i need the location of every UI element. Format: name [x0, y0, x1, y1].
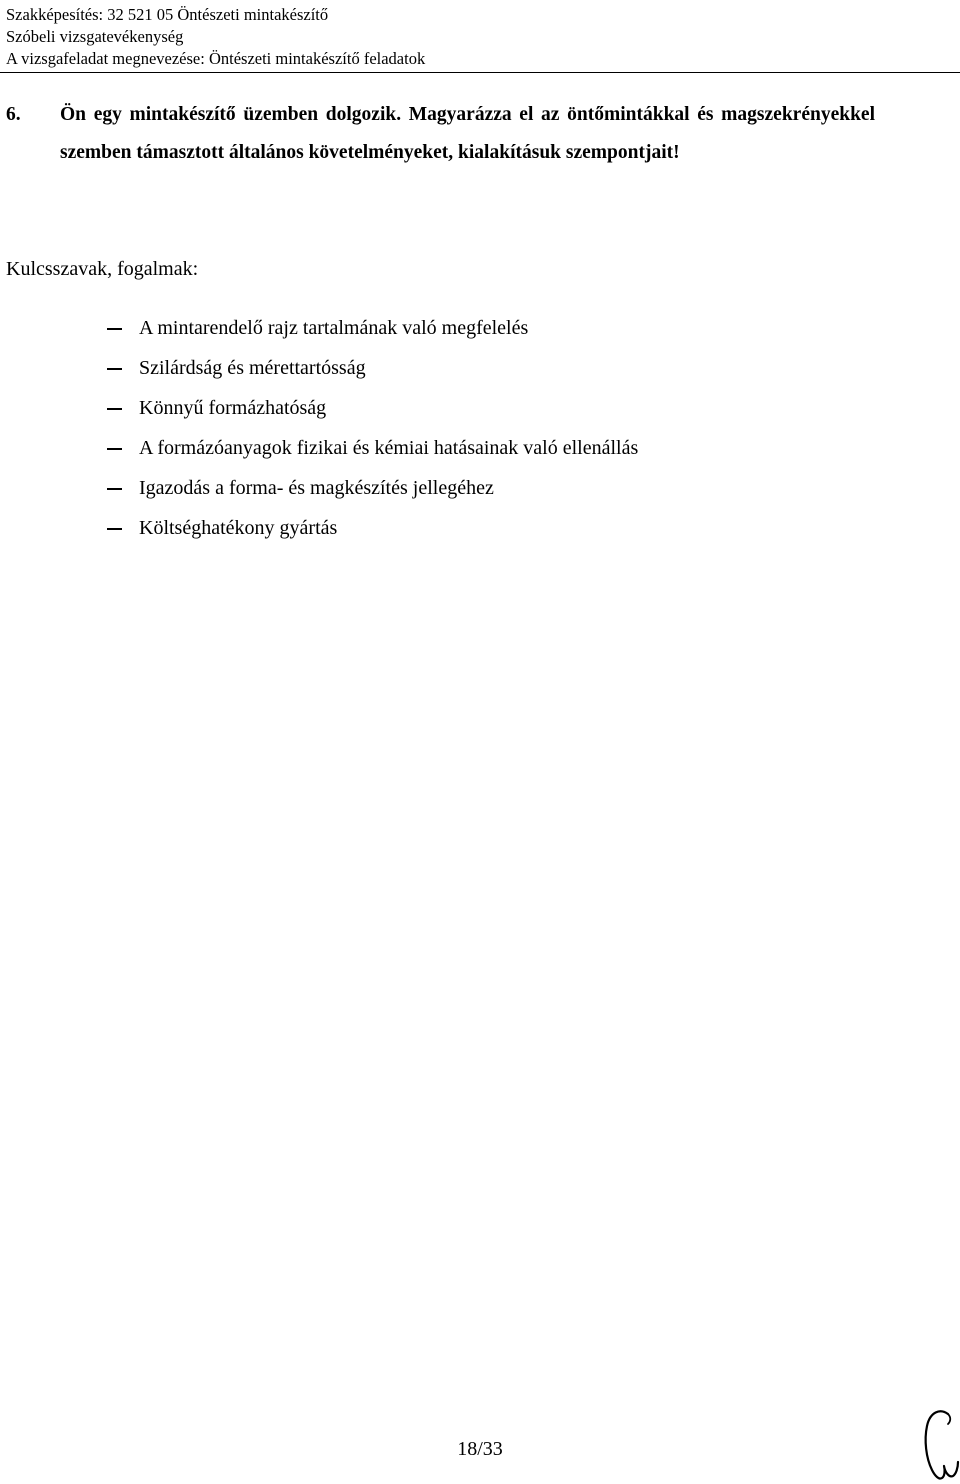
page-number: 18/33 [457, 1438, 503, 1460]
header-qualification: Szakképesítés: 32 521 05 Öntészeti mintakészítő [6, 5, 329, 24]
header-task-name: A vizsgafeladat megnevezése: Öntészeti mintakészítő feladatok [6, 49, 426, 68]
question-number: 6. [6, 104, 21, 125]
header-exam-activity: Szóbeli vizsgatevékenység [6, 27, 184, 46]
dash-bullet-icon [107, 368, 122, 370]
keyword-text: Szilárdság és mérettartósság [139, 357, 366, 379]
question-block [6, 96, 875, 172]
keywords-label: Kulcsszavak, fogalmak: [6, 258, 199, 280]
keyword-text: Igazodás a forma- és magkészítés jellegéhez [139, 477, 494, 499]
keyword-text: Költséghatékony gyártás [139, 517, 338, 539]
dash-bullet-icon [107, 528, 122, 530]
dash-bullet-icon [107, 448, 122, 450]
signature-icon [918, 1404, 960, 1484]
keyword-text: A formázóanyagok fizikai és kémiai hatásainak való ellenállás [139, 437, 639, 459]
dash-bullet-icon [107, 408, 122, 410]
keyword-text: A mintarendelő rajz tartalmának való megfelelés [139, 317, 529, 339]
keyword-text: Könnyű formázhatóság [139, 397, 327, 419]
dash-bullet-icon [107, 488, 122, 490]
question-text: Ön egy mintakészítő üzemben dolgozik. Magyarázza el az öntőmintákkal és magszekrényekkel szemben támasztott általános követelményeket, kialakításuk szempontjait! [60, 104, 875, 163]
header-divider [0, 72, 960, 73]
dash-bullet-icon [107, 328, 122, 330]
document-header [6, 4, 425, 70]
